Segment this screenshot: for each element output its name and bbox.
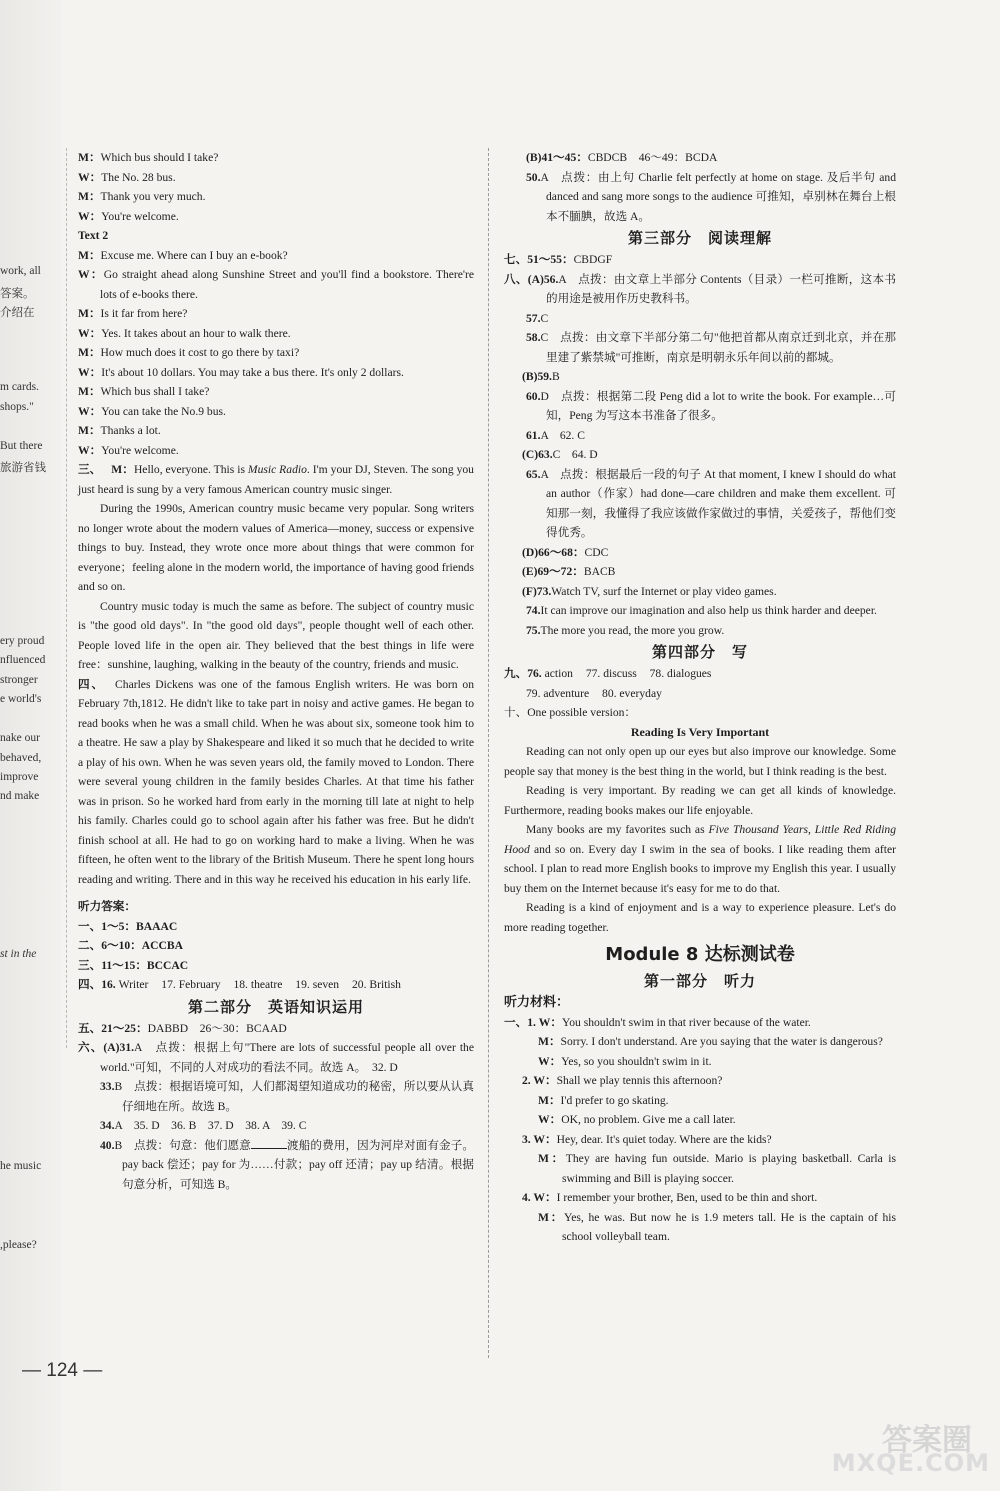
answer-label: 60. [526,389,541,403]
answer-text: CDC [584,545,609,559]
dialogue-line [504,1110,896,1130]
answer-label: 四、16. [78,978,116,991]
speaker: M： [78,190,101,203]
edge-text: 介绍在 [0,307,35,319]
answer-line [504,270,896,309]
speaker: W： [78,326,102,340]
answer-text: DABBD 26～30：BCAAD [147,1021,287,1035]
answer-line [504,168,896,227]
speaker: W： [78,268,104,281]
answer-text: A 点拨：根据最后一段的句子 At that moment, I knew I should do what an author（作家）had done—care children and make them excellent. 可知那一刻，我懂得了我应该做作家做过的事情，关爱孩子，帮他们变得优秀。 [540,467,896,539]
speaker: W： [78,209,102,223]
line-text: Go straight ahead along Sunshine Street and you'll find a bookstore. There're lots of e-books there. [100,268,474,301]
answer-label: 八、(A)56. [504,272,559,286]
answer-line [504,328,896,367]
listening-material-label: 听力材料： [504,995,570,1010]
essay-paragraph: Reading is a kind of enjoyment and is a way to experience pleasure. Let's do more reading together. [504,901,896,934]
speaker: W： [78,365,102,379]
essay-paragraph: Reading is very important. By reading we can get all kinds of knowledge. Furthermore, reading books makes our life enjoyable. [504,784,896,817]
edge-text: 旅游省钱 [0,462,46,474]
dialogue-line [78,265,474,304]
answer-text: B 点拨：根据语境可知，人们都渴望知道成功的秘密，所以要从认真仔细地在所。故选 B。 [114,1080,474,1113]
answer-text: A 35. D 36. B 37. D 38. A 39. C [114,1119,307,1132]
line-text: Yes, he was. But now he is 1.9 meters tall. He is the captain of his school volleyball team. [562,1210,896,1243]
edge-text: nake our [0,732,40,744]
dialogue-line [504,1013,896,1033]
watermark [825,1415,990,1477]
dialogue-line [78,441,474,461]
section-label: 三、 [78,463,102,476]
answer-label: 61. [526,428,541,442]
answer-item: 80. everyday [602,686,662,700]
dialogue-a [78,148,474,226]
line-text: Which bus should I take? [100,151,219,164]
essay-text: Many books are my favorites such as [526,823,709,836]
dialogue-line [78,421,474,441]
speaker: M： [78,151,101,164]
answer-text: A 点拨：由上句 Charlie felt perfectly at home on stage. 及后半句 and danced and sang more songs to the audience 可推知，卓别林在舞台上根本不腼腆，故选 A。 [540,170,896,223]
answer-label: 33. [100,1080,115,1093]
speaker: 3. W： [522,1132,557,1146]
answer-label: 75. [526,623,541,637]
listening-part-title: 第一部分 听力 [643,972,756,990]
left-column-rule [66,148,67,1048]
answer-text: D 点拨：根据第二段 Peng did a lot to write the book. For example…可知，Peng 为写这本书准备了很多。 [540,389,896,422]
book-title: Little Red Riding Hood [504,823,897,856]
line-text: They are having fun outside. Mario is playing basketball. Carla is swimming and Bill is playing soccer. [562,1152,896,1185]
edge-text: st in the [0,948,37,960]
line-text: Sorry. I don't understand. Are you saying that the water is dangerous? [560,1035,883,1048]
answer-label: (E)69～72： [522,565,584,578]
answer-text: A 点拨：根据上句"There are lots of successful people all over the world."可知，不同的人对成功的看法不同。故选 A。 32. D [100,1041,475,1074]
edge-text: shops." [0,401,34,413]
edge-text: nfluenced [0,654,46,666]
answer-line [78,1019,474,1039]
answer-text: Watch TV, surf the Internet or play video games. [551,584,777,598]
answer-line [504,426,896,446]
answer-line [504,445,896,465]
dialogue-line [504,1188,896,1208]
line-text: Is it far from here? [100,307,188,320]
edge-text: e world's [0,693,42,705]
line-text: Yes. It takes about an hour to walk there. [101,326,291,340]
speaker: M： [538,1093,561,1107]
passage-text: Charles Dickens was one of the famous English writers. He was born on February 7th,1812. He didn't like to take part in noisy and active games. He began to read books when he was a small child. When he was about six, someone took him to a theatre. He saw a play by Shakespeare and liked it so much that he decided to write a play of his own. When he was seven years old, the family moved to London. There were several young children in the family besides Charles. At that time his father was in prison. So he worked hard from early in the morning till late at night to help his family. Charles could go to school again after his father was free. But he didn't finish school at all. He had to go on working hard to make a living. When he was fifteen, he often went to the library of the British Museum. There he spent long hours reading and writing. There and in this way he received his education in his early life. [78,677,474,886]
answer-label: (C)63. [522,448,553,461]
answer-line [78,1077,474,1116]
answer-line [504,684,896,704]
answer-text: C [540,311,549,325]
dialogue-line [504,1071,896,1091]
essay-paragraph [504,820,896,898]
edge-text: behaved, [0,752,42,764]
answer-text: C 64. D [552,448,598,461]
page-number: — 124 — [22,1360,103,1381]
speaker: W： [78,443,102,457]
answers-title: 听力答案： [78,900,136,913]
answer-label: 九、76. [504,667,542,680]
intro-text: Hello, everyone. This is [133,463,248,476]
dialogue-line [78,382,474,402]
answer-item: 18. theatre [233,978,283,991]
dialogue-line [78,207,474,227]
line-text: Which bus shall I take? [100,385,210,398]
dialogue-line [78,324,474,344]
answer-text: BACB [583,565,616,578]
dialogue-b [78,246,474,461]
dialogue-line [78,187,474,207]
answer-line: 二、6～10：ACCBA [78,939,183,952]
answer-line [504,562,896,582]
left-column [78,148,474,1194]
edge-text: But there [0,440,43,452]
answer-label: 40. [100,1138,115,1152]
answer-line [504,664,896,684]
version-label: 十、One possible version： [504,706,637,719]
answer-text: B 点拨：句意：他们愿意 [114,1138,251,1152]
answer-item: 77. discuss [585,667,637,680]
dialogue-line [78,168,474,188]
speaker: M： [111,463,134,476]
intro-text: . I'm your DJ, Steven. The song you just heard is sung by a very famous American country music singer. [78,463,474,496]
answer-line [504,582,896,602]
line-text: It's about 10 dollars. You may take a bus there. It's only 2 dollars. [101,365,404,379]
dialogue-line [78,304,474,324]
part-3-title: 第三部分 阅读理解 [627,229,772,247]
dialogue-line [78,363,474,383]
edge-text: stronger [0,674,38,686]
line-text: Excuse me. Where can I buy an e-book? [100,248,288,262]
answer-item: 17. February [161,978,221,991]
line-text: Hey, dear. It's quiet today. Where are the kids? [556,1132,772,1146]
line-text: Yes, so you shouldn't swim in it. [561,1054,712,1068]
line-text: The No. 28 bus. [101,170,176,184]
answer-label: 六、(A)31. [78,1041,135,1054]
answer-label: (B)59. [522,370,552,383]
edge-text: nd make [0,790,40,802]
dialogue-line [504,1032,896,1052]
speaker: W： [78,170,102,184]
answer-label: (D)66～68： [522,545,585,559]
part-4-title: 第四部分 写 [651,643,748,661]
dialogue-line [504,1052,896,1072]
answer-text: C 点拨：由文章下半部分第二句"他把首都从南京迁到北京，并在那里建了紫禁城"可推断，南京是明朝永乐年间以前的都城。 [540,331,896,364]
answer-line: 一、1～5：BAAAC [78,919,178,933]
part-2-title: 第二部分 英语知识运用 [187,997,364,1016]
column-divider [488,148,489,1358]
answer-line [78,1136,474,1195]
edge-text: ,please? [0,1239,37,1251]
edge-text: m cards. [0,381,39,393]
answer-line [504,309,896,329]
speaker: M： [538,1210,565,1224]
answer-text: 渡船的费用，因为河岸对面有金子。pay back 偿还；pay for 为……付款；pay off 还清；pay up 结清。根据句意分析，可知选 B。 [122,1138,474,1191]
dialogue-line [504,1130,896,1150]
answer-line [504,621,896,641]
edge-text: 答案。 [0,288,35,300]
answer-line [504,465,896,543]
watermark-logo: 答案圈 [882,1423,972,1458]
answer-label: 58. [526,331,541,344]
answer-item: 79. adventure [526,686,590,700]
text2-title: Text 2 [78,229,109,242]
dialogue-line [78,343,474,363]
edge-text: ery proud [0,635,45,647]
dialogue-line [504,1091,896,1111]
dialogue-line [78,402,474,422]
answer-text: CBDGF [573,253,613,266]
speaker: M： [78,346,101,359]
speaker: W： [538,1113,562,1126]
right-column [504,148,896,1247]
speaker: W： [538,1054,562,1068]
answer-line [504,601,896,621]
speaker: M： [538,1152,566,1165]
speaker: M： [78,248,101,262]
answer-item: 78. dialogues [649,667,712,680]
speaker: W： [78,404,102,418]
answer-line [504,367,896,387]
dialogue-line [504,1208,896,1247]
radio-name: Music Radio [247,463,307,476]
fill-blank [251,1136,287,1149]
answer-label: 65. [526,467,541,481]
answer-label: 50. [526,170,541,184]
answer-text: The more you read, the more you grow. [540,623,725,637]
essay-title: Reading Is Very Important [630,724,770,739]
line-text: You can take the No.9 bus. [101,404,226,418]
answer-line [78,1116,474,1136]
speaker: M： [78,385,101,398]
answer-text: A 62. C [540,428,585,442]
module-title: Module 8 达标测试卷 [605,944,795,965]
line-text: I remember your brother, Ben, used to be thin and short. [556,1191,818,1204]
answer-text: B [551,370,560,383]
dialogue-line [78,246,474,266]
answer-text: CBDCB 46～49：BCDA [587,151,718,164]
answer-label: (F)73. [522,584,552,598]
answer-label: 34. [100,1119,115,1132]
line-text: You shouldn't swim in that river because of the water. [561,1015,811,1029]
line-text: You're welcome. [101,209,179,223]
line-text: You're welcome. [101,443,179,457]
line-text: How much does it cost to go there by taxi? [100,346,300,359]
edge-text: he music [0,1160,42,1172]
speaker: M： [78,307,101,320]
speaker: 一、1. W： [504,1015,562,1029]
answer-line [78,1038,474,1077]
answer-label: 74. [526,604,541,617]
speaker: 4. W： [522,1191,557,1204]
speaker: 2. W： [522,1074,557,1087]
answer-label: 五、21～25： [78,1021,148,1035]
line-text: OK, no problem. Give me a call later. [561,1113,736,1126]
answer-item: 20. British [352,978,401,991]
answer-item: Writer [118,978,149,991]
previous-page-edge [0,0,62,1491]
essay-text: and so on. Every day I swim in the sea of books. I like reading them after school. I plan to read more English books to improve my English this year. I usually buy them on the Internet because it's easy for me to do that. [504,842,896,895]
answer-line [504,543,896,563]
answer-line [504,250,896,270]
line-text: Thanks a lot. [100,424,161,437]
answer-line [504,148,896,168]
speaker: M： [538,1035,561,1048]
section-4-passage [78,675,474,890]
answer-item: 19. seven [295,978,340,991]
book-title: Five Thousand Years [708,823,808,836]
section-3-paragraph: Country music today is much the same as before. The subject of country music is "the good old days". In "the good old days", people thought well of each other. People loved life in the open air. They believed that the best things in life were free：sunshine, laughing, walking in the beauty of the country, friends and music. [78,599,474,671]
answer-line [78,975,474,995]
speaker: M： [78,424,101,437]
answer-item: action [544,667,573,680]
line-text: Thank you very much. [100,190,206,203]
dialogue-line [504,1149,896,1188]
section-3-paragraph: During the 1990s, American country music became very popular. Song writers no longer wrote about the modern values of America—money, success or expensive things to buy. Instead, they wrote once more about things that were common for everyone；feeling alone in the modern world, the importance of having good friends and so on. [78,502,474,593]
answer-label: (B)41～45： [526,151,588,164]
section-3-intro [78,460,474,499]
answer-line: 三、11～15：BCCAC [78,958,189,972]
answer-label: 七、51～55： [504,253,574,266]
separator: , [807,823,815,836]
answer-text: It can improve our imagination and also help us think harder and deeper. [540,604,877,617]
watermark-url: MXQE.COM [831,1449,990,1477]
edge-text: improve [0,771,39,783]
answer-line [504,387,896,426]
answer-text: A 点拨：由文章上半部分 Contents（目录）一栏可推断，这本书的用途是被用作历史教科书。 [546,272,896,305]
line-text: Shall we play tennis this afternoon? [556,1074,723,1087]
line-text: I'd prefer to go skating. [560,1093,669,1107]
section-label: 四、 [78,677,106,691]
dialogue-line [78,148,474,168]
essay-paragraph: Reading can not only open up our eyes but also improve our knowledge. Some people say that money is the best thing in the world, but I think reading is the best. [504,745,896,778]
edge-text: work, all [0,265,41,277]
answer-label: 57. [526,311,541,325]
